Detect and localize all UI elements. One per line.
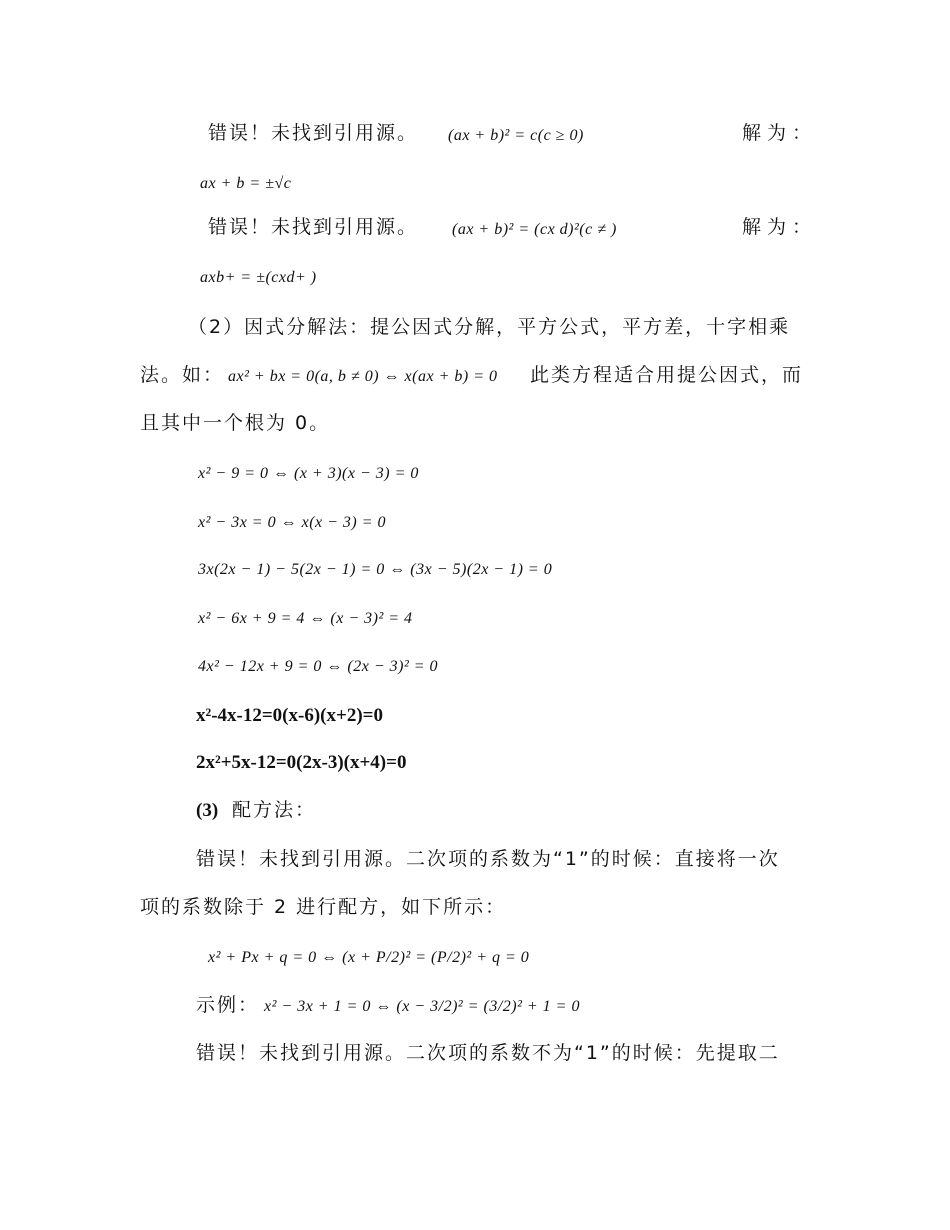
equation-common-factor: x² − 3x = 0 ⇔ x(x − 3) = 0	[198, 514, 387, 531]
solution-label-1: 解为：	[742, 122, 818, 144]
non-unit-coefficient-line: 错误！未找到引用源。二次项的系数不为“1”的时候：先提取二	[196, 1042, 780, 1064]
factorization-example-equation: ax² + bx = 0(a, b ≠ 0) ⇔ x(ax + b) = 0	[228, 368, 498, 385]
solution-equation-2: axb+ = ±(cxd+ )	[200, 269, 317, 286]
completing-square-line-1: 错误！未找到引用源。二次项的系数为“1”的时候：直接将一次	[196, 848, 780, 870]
error-text-1: 错误！未找到引用源。	[208, 122, 419, 144]
example-label: 示例：	[196, 994, 260, 1016]
factorization-heading: （2）因式分解法：提公因式分解，平方公式，平方差，十字相乘	[188, 316, 791, 338]
factorization-root-note: 且其中一个根为 0。	[140, 412, 331, 434]
completing-square-number: (3)	[196, 800, 219, 821]
equation-cross-multiply-1: x²-4x-12=0(x-6)(x+2)=0	[196, 705, 383, 726]
completing-square-line-2: 项的系数除于 2 进行配方，如下所示：	[140, 896, 507, 918]
equation-perfect-square-2: 4x² − 12x + 9 = 0 ⇔ (2x − 3)² = 0	[198, 658, 439, 675]
equation-difference-of-squares: x² − 9 = 0 ⇔ (x + 3)(x − 3) = 0	[198, 465, 419, 482]
factorization-example-label: 法。如：	[140, 364, 225, 386]
equation-group-factor: 3x(2x − 1) − 5(2x − 1) = 0 ⇔ (3x − 5)(2x − 1) = 0	[198, 561, 553, 578]
equation-ax-b-squared: (ax + b)² = c(c ≥ 0)	[448, 127, 584, 144]
equation-cross-multiply-2: 2x²+5x-12=0(2x-3)(x+4)=0	[196, 752, 407, 773]
equation-garbled: (ax + b)² = (cx d)²(c ≠ )	[452, 221, 617, 238]
completing-square-formula: x² + Px + q = 0 ⇔ (x + P/2)² = (P/2)² + q = 0	[208, 949, 530, 966]
solution-label-2: 解为：	[742, 216, 818, 238]
factorization-comment: 此类方程适合用提公因式，而	[530, 364, 804, 386]
equation-perfect-square-1: x² − 6x + 9 = 4 ⇔ (x − 3)² = 4	[198, 610, 413, 627]
example-equation: x² − 3x + 1 = 0 ⇔ (x − 3/2)² = (3/2)² + 1 = 0	[264, 998, 580, 1015]
error-text-2: 错误！未找到引用源。	[208, 216, 419, 238]
completing-square-heading: 配方法：	[232, 799, 317, 821]
solution-equation-1: ax + b = ±√c	[200, 175, 292, 192]
